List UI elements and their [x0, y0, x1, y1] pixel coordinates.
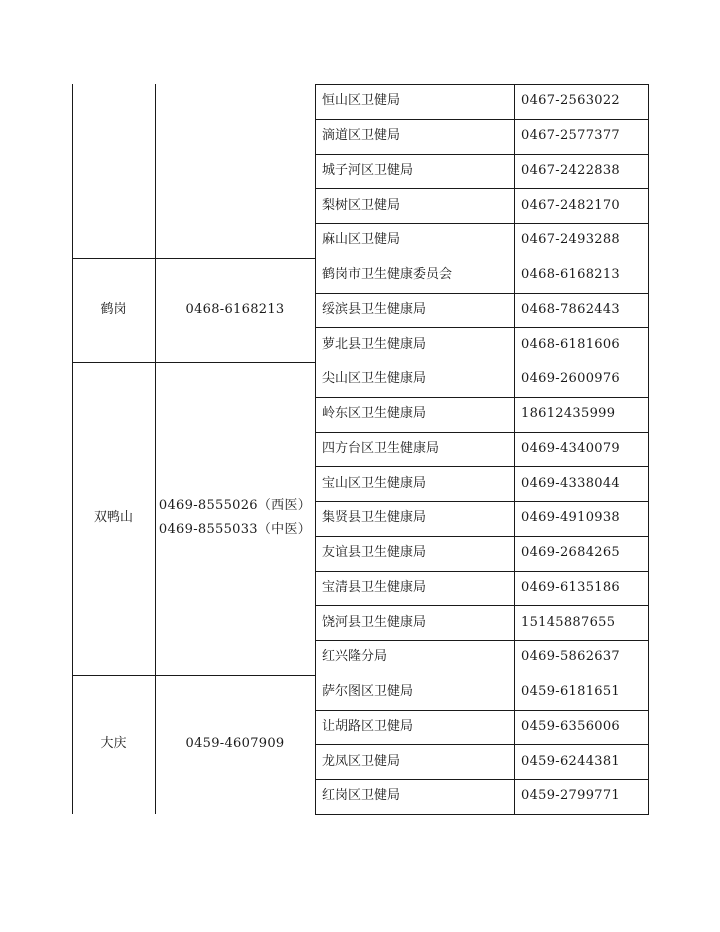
- city-hotline: 0469-8555033（中医）: [158, 522, 312, 538]
- org-name: 尖山区卫生健康局: [322, 371, 427, 387]
- phone-number: 0469-6135186: [521, 579, 620, 595]
- phone-number: 0468-7862443: [521, 301, 620, 317]
- org-name: 龙凤区卫健局: [322, 753, 401, 769]
- row-separator: [315, 397, 649, 398]
- phone-number: 0469-4910938: [521, 510, 620, 526]
- org-name: 宝清县卫生健康局: [322, 579, 427, 595]
- row-separator: [315, 154, 649, 155]
- row-separator: [315, 710, 649, 711]
- org-name: 梨树区卫健局: [322, 197, 401, 213]
- org-name: 萨尔图区卫健局: [322, 684, 414, 700]
- table-bottom-border: [315, 814, 649, 815]
- row-separator: [315, 605, 649, 606]
- org-name: 岭东区卫生健康局: [322, 406, 427, 422]
- phone-number: 0468-6181606: [521, 336, 620, 352]
- col-line-right: [648, 84, 649, 815]
- org-name: 饶河县卫生健康局: [322, 614, 427, 630]
- row-separator: [315, 119, 649, 120]
- org-name: 友谊县卫生健康局: [322, 545, 427, 561]
- row-separator: [315, 501, 649, 502]
- row-separator: [315, 432, 649, 433]
- row-separator: [315, 744, 649, 745]
- org-name: 红岗区卫健局: [322, 788, 401, 804]
- col-line-left: [72, 84, 73, 814]
- row-separator: [315, 223, 649, 224]
- row-separator: [315, 466, 649, 467]
- phone-number: 15145887655: [521, 614, 616, 630]
- phone-number: 0467-2422838: [521, 162, 620, 178]
- phone-number: 0467-2577377: [521, 128, 620, 144]
- phone-number: 0469-4338044: [521, 475, 620, 491]
- city-hotline: 0459-4607909: [185, 736, 285, 752]
- group-separator: [72, 675, 315, 676]
- phone-number: 0469-2684265: [521, 545, 620, 561]
- org-name: 滴道区卫健局: [322, 128, 401, 144]
- col-line-phone: [514, 84, 515, 815]
- row-separator: [315, 327, 649, 328]
- phone-number: 18612435999: [521, 406, 616, 422]
- table-top-border: [315, 84, 649, 85]
- org-name: 绥滨县卫生健康局: [322, 301, 427, 317]
- org-name: 城子河区卫健局: [322, 162, 414, 178]
- row-separator: [315, 571, 649, 572]
- org-name: 麻山区卫健局: [322, 232, 401, 248]
- col-line-city: [155, 84, 156, 814]
- org-name: 四方台区卫生健康局: [322, 440, 440, 456]
- phone-number: 0459-6181651: [521, 684, 620, 700]
- phone-number: 0469-4340079: [521, 440, 620, 456]
- group-separator: [72, 258, 315, 259]
- org-name: 红兴隆分局: [322, 649, 388, 665]
- city-hotline: 0469-8555026（西医）: [158, 498, 312, 514]
- col-line-org: [315, 84, 316, 815]
- row-separator: [315, 640, 649, 641]
- phone-number: 0467-2482170: [521, 197, 620, 213]
- row-separator: [315, 188, 649, 189]
- group-separator: [72, 362, 315, 363]
- city-name: 大庆: [100, 736, 127, 752]
- phone-number: 0459-2799771: [521, 788, 620, 804]
- row-separator: [315, 779, 649, 780]
- city-name: 双鸭山: [93, 510, 134, 526]
- org-name: 宝山区卫生健康局: [322, 475, 427, 491]
- org-name: 萝北县卫生健康局: [322, 336, 427, 352]
- phone-number: 0468-6168213: [521, 267, 620, 283]
- org-name: 恒山区卫健局: [322, 93, 401, 109]
- phone-number: 0469-2600976: [521, 371, 620, 387]
- row-separator: [315, 293, 649, 294]
- org-name: 让胡路区卫健局: [322, 718, 414, 734]
- row-separator: [315, 536, 649, 537]
- phone-number: 0459-6244381: [521, 753, 620, 769]
- phone-number: 0467-2563022: [521, 93, 620, 109]
- phone-number: 0459-6356006: [521, 718, 620, 734]
- city-hotline: 0468-6168213: [185, 301, 285, 317]
- org-name: 鹤岗市卫生健康委员会: [322, 267, 453, 283]
- phone-number: 0467-2493288: [521, 232, 620, 248]
- city-name: 鹤岗: [100, 301, 127, 317]
- org-name: 集贤县卫生健康局: [322, 510, 427, 526]
- phone-number: 0469-5862637: [521, 649, 620, 665]
